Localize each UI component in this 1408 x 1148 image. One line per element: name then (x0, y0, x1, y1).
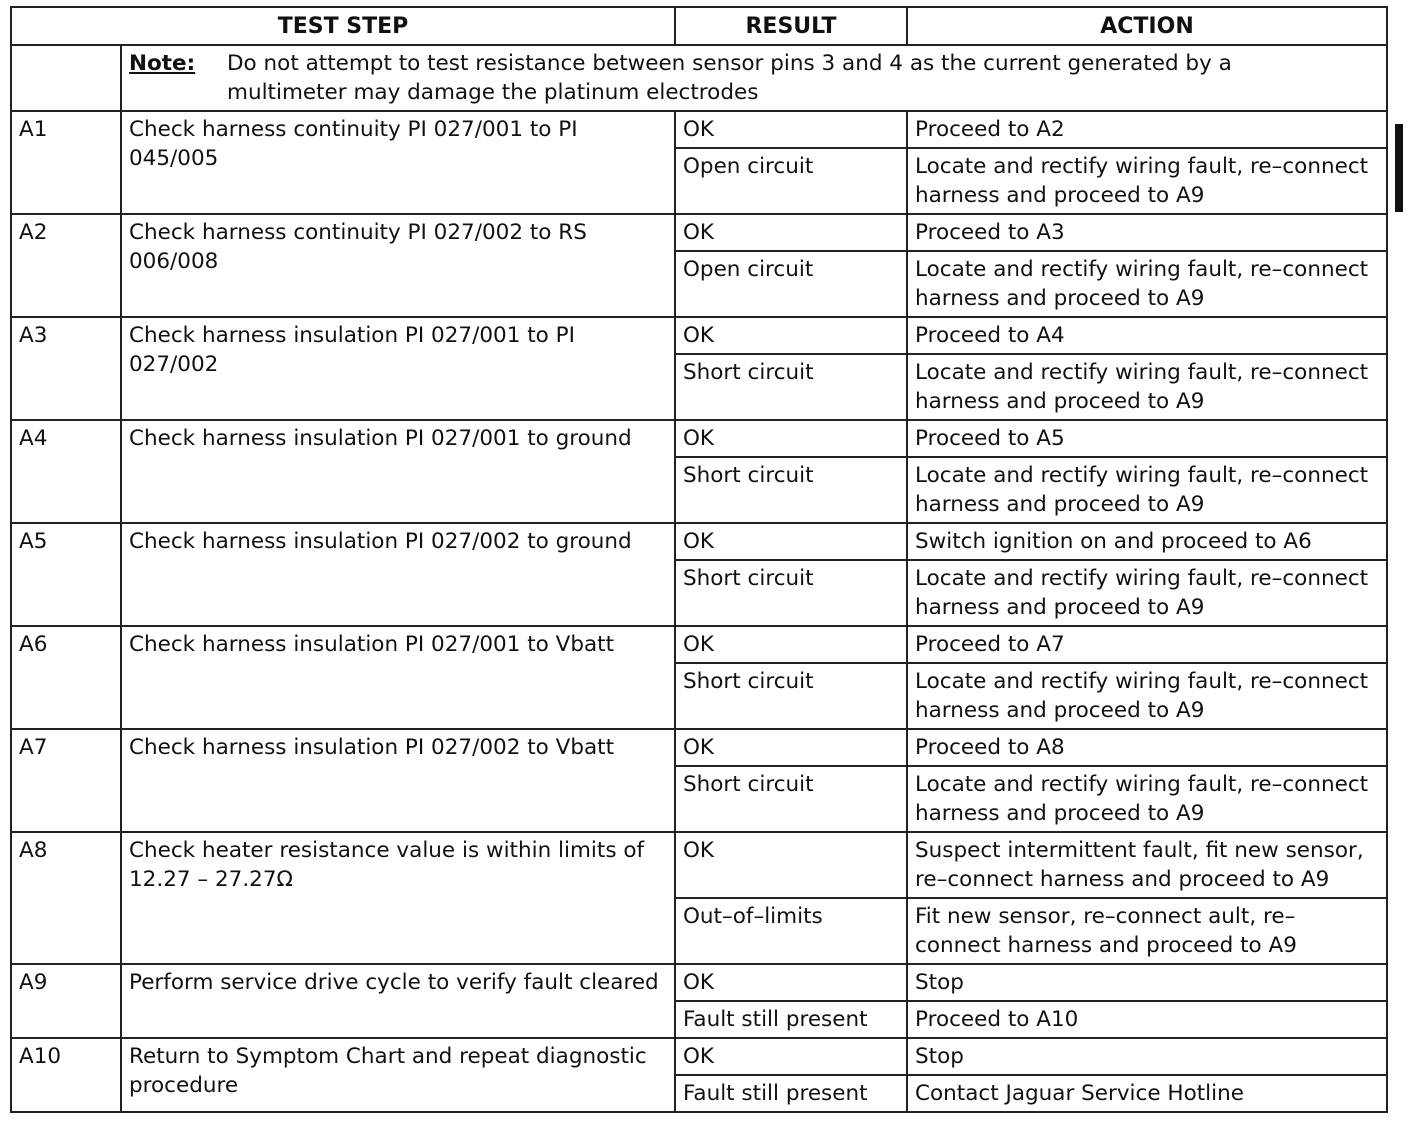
table-row (11, 111, 1387, 148)
step-description: Return to Symptom Chart and repeat diagnostic procedure (121, 1038, 675, 1112)
step-id: A8 (11, 832, 121, 964)
step-result: OK (675, 832, 907, 898)
step-result: OK (675, 1038, 907, 1075)
note-cell (121, 45, 1387, 111)
step-result: Short circuit (675, 663, 907, 729)
step-action: Proceed to A8 (907, 729, 1387, 766)
step-id: A5 (11, 523, 121, 626)
step-description: Check harness continuity PI 027/002 to RS 006/008 (121, 214, 675, 317)
table-row (11, 214, 1387, 251)
table-row (11, 523, 1387, 560)
step-description: Check harness insulation PI 027/001 to PI 027/002 (121, 317, 675, 420)
step-id: A1 (11, 111, 121, 214)
note-text: Do not attempt to test resistance between sensor pins 3 and 4 as the current generated by a multimeter may damage the platinum electrodes (227, 51, 1232, 105)
step-action: Fit new sensor, re–connect ault, re–connect harness and proceed to A9 (907, 898, 1387, 964)
step-action: Locate and rectify wiring fault, re–connect harness and proceed to A9 (907, 766, 1387, 832)
table-row (11, 964, 1387, 1001)
diagnostic-table (10, 6, 1388, 1113)
step-action: Locate and rectify wiring fault, re–connect harness and proceed to A9 (907, 354, 1387, 420)
step-action: Suspect intermittent fault, fit new sensor, re–connect harness and proceed to A9 (907, 832, 1387, 898)
step-id: A10 (11, 1038, 121, 1112)
note-row (11, 45, 1387, 111)
step-result: Fault still present (675, 1075, 907, 1112)
step-description: Check harness insulation PI 027/001 to ground (121, 420, 675, 523)
step-description: Check heater resistance value is within limits of 12.27 – 27.27Ω (121, 832, 675, 964)
table-row (11, 1038, 1387, 1075)
step-id: A9 (11, 964, 121, 1038)
table-row (11, 626, 1387, 663)
step-result: Short circuit (675, 354, 907, 420)
header-row (11, 7, 1387, 45)
step-action: Stop (907, 964, 1387, 1001)
step-id: A2 (11, 214, 121, 317)
step-result: Short circuit (675, 560, 907, 626)
step-action: Locate and rectify wiring fault, re–connect harness and proceed to A9 (907, 560, 1387, 626)
step-action: Proceed to A4 (907, 317, 1387, 354)
header-action: ACTION (907, 7, 1387, 45)
step-id: A4 (11, 420, 121, 523)
step-result: OK (675, 964, 907, 1001)
step-action: Locate and rectify wiring fault, re–connect harness and proceed to A9 (907, 251, 1387, 317)
step-result: Out–of–limits (675, 898, 907, 964)
step-result: Open circuit (675, 148, 907, 214)
step-action: Proceed to A3 (907, 214, 1387, 251)
header-result: RESULT (675, 7, 907, 45)
table-row (11, 832, 1387, 898)
margin-change-bar (1395, 124, 1403, 212)
step-result: OK (675, 214, 907, 251)
step-action: Proceed to A5 (907, 420, 1387, 457)
step-result: OK (675, 420, 907, 457)
step-description: Check harness insulation PI 027/001 to Vbatt (121, 626, 675, 729)
step-action: Locate and rectify wiring fault, re–connect harness and proceed to A9 (907, 457, 1387, 523)
step-result: Short circuit (675, 766, 907, 832)
step-result: Fault still present (675, 1001, 907, 1038)
step-action: Locate and rectify wiring fault, re–connect harness and proceed to A9 (907, 148, 1387, 214)
table-row (11, 729, 1387, 766)
step-description: Check harness insulation PI 027/002 to Vbatt (121, 729, 675, 832)
table-row (11, 420, 1387, 457)
step-result: OK (675, 317, 907, 354)
step-action: Stop (907, 1038, 1387, 1075)
step-description: Check harness continuity PI 027/001 to PI 045/005 (121, 111, 675, 214)
step-action: Switch ignition on and proceed to A6 (907, 523, 1387, 560)
step-id: A6 (11, 626, 121, 729)
step-action: Proceed to A7 (907, 626, 1387, 663)
table-row (11, 317, 1387, 354)
header-test-step: TEST STEP (11, 7, 675, 45)
step-result: Open circuit (675, 251, 907, 317)
step-result: OK (675, 111, 907, 148)
step-description: Check harness insulation PI 027/002 to ground (121, 523, 675, 626)
note-label: Note: (129, 51, 196, 76)
step-result: Short circuit (675, 457, 907, 523)
step-result: OK (675, 626, 907, 663)
step-action: Contact Jaguar Service Hotline (907, 1075, 1387, 1112)
step-id: A3 (11, 317, 121, 420)
step-description: Perform service drive cycle to verify fault cleared (121, 964, 675, 1038)
step-result: OK (675, 729, 907, 766)
step-result: OK (675, 523, 907, 560)
step-action: Proceed to A10 (907, 1001, 1387, 1038)
step-action: Locate and rectify wiring fault, re–connect harness and proceed to A9 (907, 663, 1387, 729)
step-id: A7 (11, 729, 121, 832)
step-action: Proceed to A2 (907, 111, 1387, 148)
note-spacer-cell (11, 45, 121, 111)
